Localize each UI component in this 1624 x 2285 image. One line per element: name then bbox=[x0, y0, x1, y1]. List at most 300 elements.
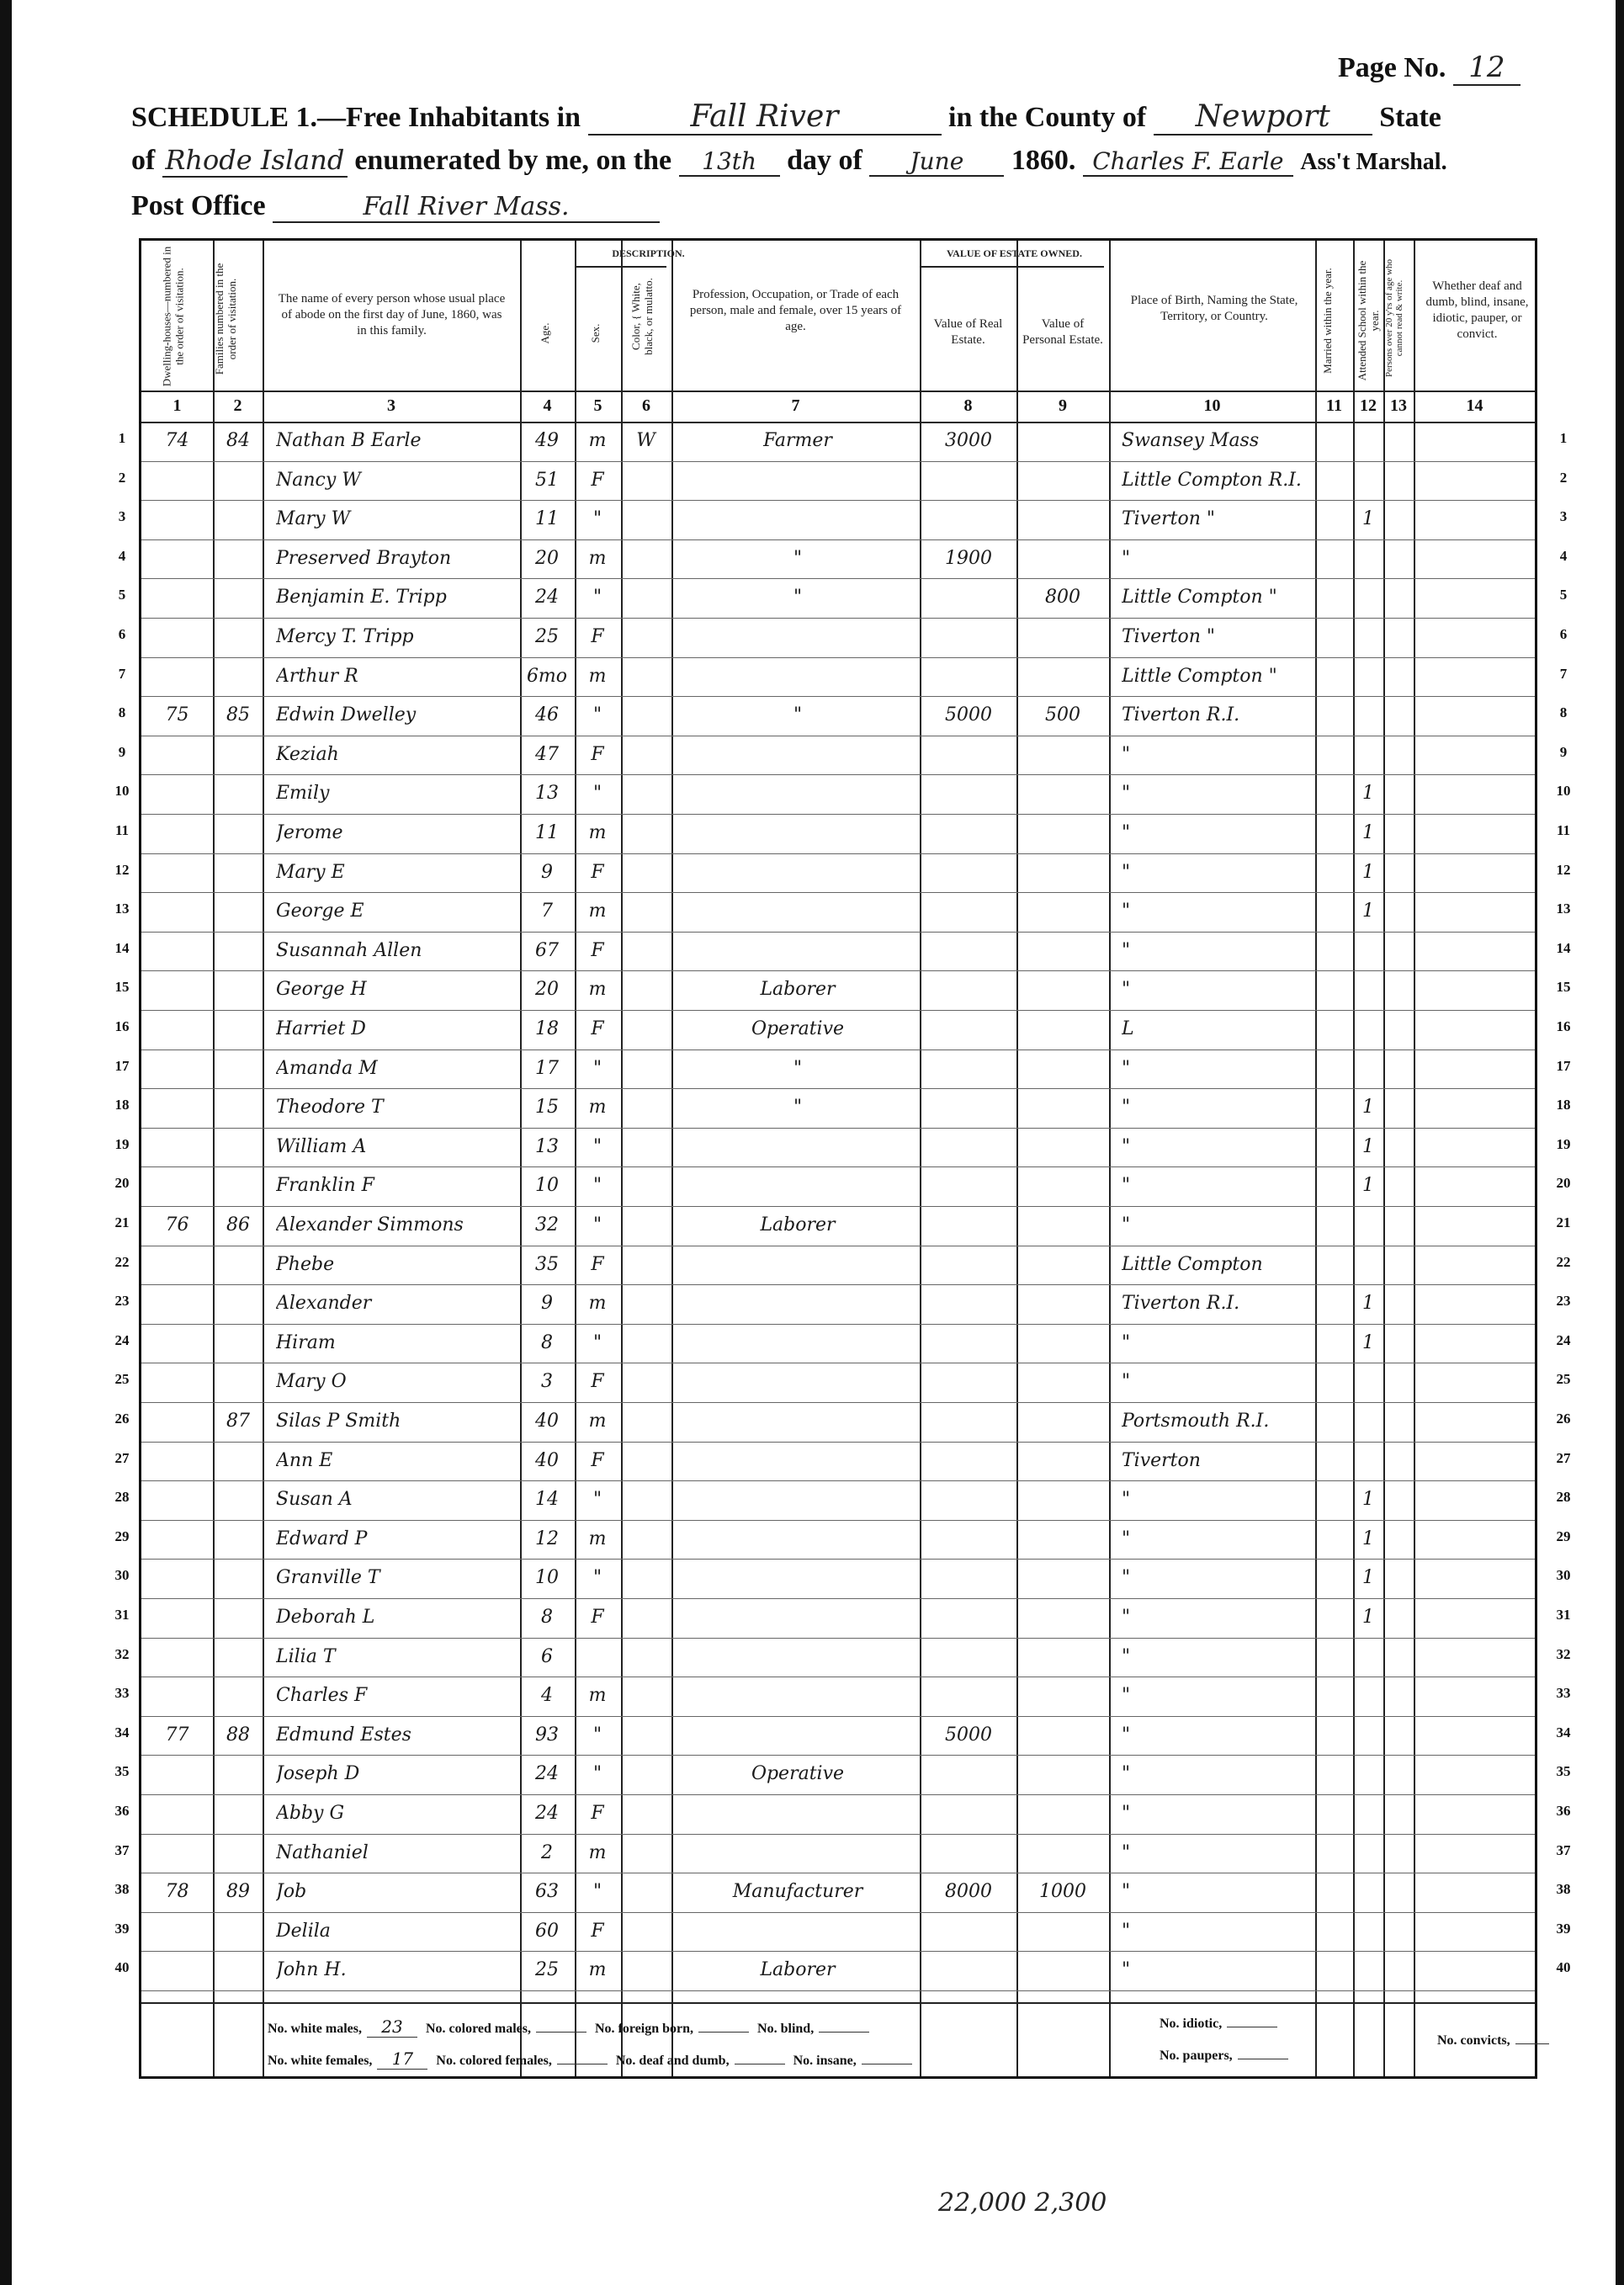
cell-age: 35 bbox=[535, 1253, 559, 1275]
cell-sex: F bbox=[591, 1920, 604, 1942]
cell-sex: " bbox=[592, 783, 602, 805]
cell-birth: " bbox=[1122, 861, 1131, 883]
cell-name: Silas P Smith bbox=[276, 1411, 401, 1432]
census-table bbox=[139, 238, 1537, 2079]
row-number: 20 bbox=[1556, 1175, 1571, 1192]
row-number: 38 bbox=[114, 1881, 130, 1898]
cell-sex: " bbox=[592, 508, 602, 530]
cell-age: 51 bbox=[535, 469, 559, 491]
cell-family: 89 bbox=[226, 1881, 250, 1903]
cell-age: 32 bbox=[535, 1214, 559, 1235]
table-row bbox=[141, 1206, 1535, 1246]
col-4-header: Age. bbox=[539, 322, 551, 344]
row-number: 18 bbox=[1556, 1097, 1571, 1113]
table-row bbox=[141, 814, 1535, 853]
row-number: 25 bbox=[1556, 1371, 1571, 1388]
row-number: 34 bbox=[1556, 1724, 1571, 1740]
row-number: 18 bbox=[114, 1097, 130, 1113]
col-13-header: Persons over 20 y'rs of age who cannot read & write. bbox=[1384, 258, 1404, 378]
cell-sex: m bbox=[588, 979, 607, 1001]
table-row bbox=[141, 1050, 1535, 1089]
col-2-header: Families numbered in the order of visitation. bbox=[213, 263, 238, 375]
cell-occupation: " bbox=[793, 547, 803, 569]
col-num-6: 6 bbox=[642, 396, 650, 415]
cell-sex: " bbox=[592, 704, 602, 726]
cell-birth: " bbox=[1122, 1567, 1131, 1589]
table-row bbox=[141, 1324, 1535, 1363]
table-row bbox=[141, 461, 1535, 501]
table-row bbox=[141, 970, 1535, 1010]
cell-name: Susan A bbox=[276, 1489, 353, 1511]
cell-sex: m bbox=[588, 430, 607, 451]
table-row bbox=[141, 1716, 1535, 1756]
row-number: 30 bbox=[114, 1567, 130, 1584]
right-page-edge bbox=[1616, 0, 1624, 2285]
cell-age: 10 bbox=[535, 1175, 559, 1197]
cell-age: 93 bbox=[535, 1724, 559, 1746]
row-number: 33 bbox=[1556, 1685, 1571, 1702]
cell-birth: " bbox=[1122, 743, 1131, 765]
col-num-9: 9 bbox=[1059, 396, 1067, 415]
row-number: 27 bbox=[1556, 1449, 1571, 1466]
col-num-14: 14 bbox=[1466, 396, 1483, 415]
header-line-1: SCHEDULE 1.—Free Inhabitants in Fall River in the County of Newport State bbox=[131, 99, 1441, 134]
cell-birth: " bbox=[1122, 1645, 1131, 1667]
cell-name: Arthur R bbox=[276, 665, 358, 687]
row-number: 32 bbox=[114, 1645, 130, 1662]
col-12-header: Attended School within the year. bbox=[1356, 260, 1381, 381]
cell-dwelling: 77 bbox=[165, 1724, 189, 1746]
row-number: 1 bbox=[118, 430, 126, 446]
row-number: 38 bbox=[1556, 1881, 1571, 1898]
row-number: 40 bbox=[114, 1959, 130, 1976]
cell-age: 60 bbox=[535, 1920, 559, 1942]
cell-occupation: Operative bbox=[751, 1763, 845, 1785]
cell-birth: L bbox=[1122, 1018, 1134, 1039]
cell-birth: Tiverton " bbox=[1122, 508, 1216, 530]
cell-sex: F bbox=[591, 1449, 604, 1471]
row-number: 31 bbox=[1556, 1607, 1571, 1623]
cell-birth: " bbox=[1122, 1920, 1131, 1942]
row-number: 24 bbox=[1556, 1331, 1571, 1348]
col-num-1: 1 bbox=[172, 396, 182, 415]
cell-name: Emily bbox=[276, 783, 330, 805]
table-row bbox=[141, 1520, 1535, 1560]
left-page-edge bbox=[0, 0, 12, 2285]
table-row bbox=[141, 1246, 1535, 1285]
header-line-3: Post Office Fall River Mass. bbox=[131, 190, 660, 223]
col-num-8: 8 bbox=[963, 396, 973, 415]
row-number: 30 bbox=[1556, 1567, 1571, 1584]
page-number: Page No. 12 bbox=[1338, 50, 1521, 86]
cell-age: 8 bbox=[541, 1331, 553, 1353]
cell-sex: m bbox=[588, 1293, 607, 1315]
table-row bbox=[141, 657, 1535, 697]
footer-top-line bbox=[141, 2002, 1535, 2004]
cell-sex: F bbox=[591, 1607, 604, 1628]
cell-school: 1 bbox=[1362, 901, 1374, 922]
row-number: 17 bbox=[114, 1057, 130, 1074]
cell-name: Preserved Brayton bbox=[276, 547, 452, 569]
cell-name: Nancy W bbox=[276, 469, 361, 491]
cell-birth: Tiverton " bbox=[1122, 626, 1216, 647]
cell-age: 24 bbox=[535, 587, 559, 608]
cell-birth: " bbox=[1122, 1959, 1131, 1981]
row-number: 10 bbox=[114, 783, 130, 800]
cell-birth: " bbox=[1122, 1489, 1131, 1511]
cell-sex: m bbox=[588, 1959, 607, 1981]
row-number: 3 bbox=[1559, 508, 1568, 525]
cell-sex: m bbox=[588, 1685, 607, 1707]
row-number: 10 bbox=[1556, 783, 1571, 800]
cell-school: 1 bbox=[1362, 1489, 1374, 1511]
cell-birth: " bbox=[1122, 783, 1131, 805]
col-14-header: Whether deaf and dumb, blind, insane, idiotic, pauper, or convict. bbox=[1425, 279, 1529, 341]
cell-sex: F bbox=[591, 939, 604, 961]
row-number: 13 bbox=[114, 901, 130, 917]
footer-convicts: No. convicts, bbox=[1437, 2033, 1554, 2049]
cell-school: 1 bbox=[1362, 1293, 1374, 1315]
row-number: 32 bbox=[1556, 1645, 1571, 1662]
cell-school: 1 bbox=[1362, 1607, 1374, 1628]
cell-name: Alexander bbox=[276, 1293, 372, 1315]
table-row bbox=[141, 892, 1535, 932]
cell-occupation: " bbox=[793, 1057, 803, 1079]
table-row bbox=[141, 1363, 1535, 1402]
row-number: 8 bbox=[1559, 704, 1568, 721]
header-line-2: of Rhode Island enumerated by me, on the 13th day of June 1860. Charles F. Earle Ass't Marshal. bbox=[131, 144, 1447, 176]
cell-birth: " bbox=[1122, 979, 1131, 1001]
cell-birth: Tiverton R.I. bbox=[1122, 704, 1240, 726]
cell-family: 84 bbox=[226, 430, 250, 451]
col-1-header: Dwelling-houses—numbered in the order of visitation. bbox=[160, 246, 186, 387]
row-number: 5 bbox=[118, 587, 126, 603]
cell-name: Lilia T bbox=[276, 1645, 336, 1667]
col-6-header: Color, { White, black, or mulatto. bbox=[629, 278, 655, 355]
row-number: 40 bbox=[1556, 1959, 1571, 1976]
header-bottom-line bbox=[141, 391, 1535, 392]
cell-age: 24 bbox=[535, 1763, 559, 1785]
cell-birth: " bbox=[1122, 1097, 1131, 1119]
cell-birth: " bbox=[1122, 1724, 1131, 1746]
col-num-4: 4 bbox=[543, 396, 552, 415]
cell-birth: Little Compton bbox=[1122, 1253, 1263, 1275]
footer-line-1: No. white males, 23 No. colored males, No. foreign born, No. blind, bbox=[268, 2017, 874, 2038]
cell-name: Edwin Dwelley bbox=[276, 704, 417, 726]
col-3-header: The name of every person whose usual place of abode on the first day of June, 1860, was in this family. bbox=[278, 292, 506, 337]
row-number: 9 bbox=[1559, 743, 1568, 760]
cell-sex: m bbox=[588, 1841, 607, 1863]
table-row bbox=[141, 1480, 1535, 1520]
description-group-line bbox=[575, 266, 666, 268]
row-number: 19 bbox=[1556, 1135, 1571, 1152]
cell-personal: 500 bbox=[1045, 704, 1080, 726]
cell-sex: " bbox=[592, 1763, 602, 1785]
cell-birth: " bbox=[1122, 1135, 1131, 1157]
cell-name: George H bbox=[276, 979, 367, 1001]
cell-age: 17 bbox=[535, 1057, 559, 1079]
cell-birth: " bbox=[1122, 1841, 1131, 1863]
col-5-header: Sex. bbox=[589, 323, 602, 343]
table-row bbox=[141, 932, 1535, 971]
cell-name: Mary W bbox=[276, 508, 351, 530]
row-number: 21 bbox=[1556, 1214, 1571, 1230]
cell-sex: m bbox=[588, 822, 607, 843]
cell-age: 10 bbox=[535, 1567, 559, 1589]
row-number: 11 bbox=[1556, 822, 1571, 838]
cell-age: 12 bbox=[535, 1528, 559, 1549]
cell-birth: " bbox=[1122, 901, 1131, 922]
cell-school: 1 bbox=[1362, 1331, 1374, 1353]
cell-sex: F bbox=[591, 626, 604, 647]
table-row bbox=[141, 1128, 1535, 1167]
cell-name: Delila bbox=[276, 1920, 331, 1942]
cell-sex: F bbox=[591, 1803, 604, 1824]
cell-sex: F bbox=[591, 1253, 604, 1275]
row-number: 39 bbox=[114, 1920, 130, 1937]
cell-birth: " bbox=[1122, 1881, 1131, 1903]
cell-name: Mary O bbox=[276, 1371, 347, 1393]
row-number: 36 bbox=[114, 1803, 130, 1819]
col-10-header: Place of Birth, Naming the State, Territory, or Country. bbox=[1130, 294, 1298, 323]
cell-sex: " bbox=[592, 1881, 602, 1903]
cell-sex: " bbox=[592, 1175, 602, 1197]
row-number: 3 bbox=[118, 508, 126, 525]
row-number: 14 bbox=[114, 939, 130, 956]
table-row bbox=[141, 696, 1535, 736]
cell-name: Alexander Simmons bbox=[276, 1214, 464, 1235]
cell-age: 40 bbox=[535, 1449, 559, 1471]
cell-birth: " bbox=[1122, 1057, 1131, 1079]
cell-dwelling: 76 bbox=[165, 1214, 189, 1235]
cell-name: Edmund Estes bbox=[276, 1724, 411, 1746]
row-number: 16 bbox=[114, 1018, 130, 1034]
cell-family: 87 bbox=[226, 1411, 250, 1432]
row-number: 23 bbox=[1556, 1293, 1571, 1310]
row-number: 33 bbox=[114, 1685, 130, 1702]
cell-real: 8000 bbox=[945, 1881, 992, 1903]
row-number: 25 bbox=[114, 1371, 130, 1388]
cell-age: 6 bbox=[541, 1645, 553, 1667]
table-row bbox=[141, 1834, 1535, 1873]
cell-name: Job bbox=[276, 1881, 307, 1903]
cell-sex: m bbox=[588, 901, 607, 922]
table-row bbox=[141, 1912, 1535, 1952]
cell-name: Harriet D bbox=[276, 1018, 366, 1039]
row-number: 15 bbox=[114, 979, 130, 996]
table-row bbox=[141, 853, 1535, 893]
cell-name: Charles F bbox=[276, 1685, 368, 1707]
table-row bbox=[141, 1755, 1535, 1794]
row-number: 8 bbox=[118, 704, 126, 721]
cell-birth: " bbox=[1122, 939, 1131, 961]
cell-personal: 800 bbox=[1045, 587, 1080, 608]
cell-birth: " bbox=[1122, 1528, 1131, 1549]
cell-sex: F bbox=[591, 743, 604, 765]
cell-school: 1 bbox=[1362, 1135, 1374, 1157]
cell-name: Franklin F bbox=[276, 1175, 374, 1197]
row-number: 29 bbox=[114, 1528, 130, 1544]
table-row bbox=[141, 1402, 1535, 1442]
cell-name: William A bbox=[276, 1135, 367, 1157]
row-number: 35 bbox=[114, 1763, 130, 1780]
row-number: 1 bbox=[1559, 430, 1568, 446]
row-number: 11 bbox=[114, 822, 130, 838]
description-group-header: DESCRIPTION. bbox=[612, 247, 685, 259]
row-number: 35 bbox=[1556, 1763, 1571, 1780]
cell-real: 5000 bbox=[945, 704, 992, 726]
cell-birth: Little Compton " bbox=[1122, 587, 1277, 608]
cell-school: 1 bbox=[1362, 822, 1374, 843]
cell-sex: m bbox=[588, 1097, 607, 1119]
cell-family: 86 bbox=[226, 1214, 250, 1235]
cell-age: 9 bbox=[541, 1293, 553, 1315]
row-number: 28 bbox=[114, 1489, 130, 1506]
cell-name: Joseph D bbox=[276, 1763, 360, 1785]
cell-birth: Swansey Mass bbox=[1122, 430, 1260, 451]
row-number: 34 bbox=[114, 1724, 130, 1740]
cell-name: Hiram bbox=[276, 1331, 336, 1353]
col-num-5: 5 bbox=[593, 396, 602, 415]
table-row bbox=[141, 1794, 1535, 1834]
cell-birth: " bbox=[1122, 1763, 1131, 1785]
table-row bbox=[141, 1010, 1535, 1050]
cell-name: Abby G bbox=[276, 1803, 345, 1824]
cell-age: 47 bbox=[535, 743, 559, 765]
cell-sex: " bbox=[592, 1724, 602, 1746]
cell-real: 5000 bbox=[945, 1724, 992, 1746]
cell-sex: " bbox=[592, 1057, 602, 1079]
cell-sex: m bbox=[588, 1528, 607, 1549]
cell-real: 1900 bbox=[945, 547, 992, 569]
cell-family: 85 bbox=[226, 704, 250, 726]
row-number: 27 bbox=[114, 1449, 130, 1466]
row-number: 13 bbox=[1556, 901, 1571, 917]
col-num-2: 2 bbox=[233, 396, 242, 415]
cell-birth: " bbox=[1122, 1214, 1131, 1235]
cell-birth: " bbox=[1122, 1331, 1131, 1353]
cell-name: Ann E bbox=[276, 1449, 333, 1471]
cell-age: 2 bbox=[541, 1841, 553, 1863]
cell-sex: m bbox=[588, 547, 607, 569]
table-row bbox=[141, 500, 1535, 539]
cell-age: 40 bbox=[535, 1411, 559, 1432]
cell-birth: " bbox=[1122, 1685, 1131, 1707]
table-row bbox=[141, 1951, 1535, 1990]
row-number: 7 bbox=[1559, 665, 1568, 682]
cell-name: Susannah Allen bbox=[276, 939, 422, 961]
row-number: 24 bbox=[114, 1331, 130, 1348]
table-row bbox=[141, 774, 1535, 814]
col-num-13: 13 bbox=[1390, 396, 1407, 415]
cell-sex: " bbox=[592, 1135, 602, 1157]
table-row bbox=[141, 539, 1535, 579]
cell-school: 1 bbox=[1362, 508, 1374, 530]
table-row bbox=[141, 1638, 1535, 1677]
cell-sex: m bbox=[588, 1411, 607, 1432]
table-row bbox=[141, 578, 1535, 618]
table-row bbox=[141, 1873, 1535, 1912]
cell-name: Keziah bbox=[276, 743, 339, 765]
cell-age: 18 bbox=[535, 1018, 559, 1039]
cell-family: 88 bbox=[226, 1724, 250, 1746]
cell-name: Amanda M bbox=[276, 1057, 378, 1079]
table-row bbox=[141, 1088, 1535, 1128]
row-number: 23 bbox=[114, 1293, 130, 1310]
row-number: 37 bbox=[114, 1841, 130, 1858]
cell-birth: " bbox=[1122, 822, 1131, 843]
cell-occupation: Laborer bbox=[760, 979, 836, 1001]
cell-personal: 1000 bbox=[1039, 1881, 1086, 1903]
table-row bbox=[141, 1559, 1535, 1598]
row-number: 20 bbox=[114, 1175, 130, 1192]
cell-school: 1 bbox=[1362, 1567, 1374, 1589]
cell-age: 25 bbox=[535, 626, 559, 647]
row-number: 19 bbox=[114, 1135, 130, 1152]
cell-age: 13 bbox=[535, 1135, 559, 1157]
row-number: 22 bbox=[1556, 1253, 1571, 1270]
cell-sex: F bbox=[591, 861, 604, 883]
cell-school: 1 bbox=[1362, 1175, 1374, 1197]
table-row bbox=[141, 1598, 1535, 1638]
cell-age: 49 bbox=[535, 430, 559, 451]
cell-age: 67 bbox=[535, 939, 559, 961]
cell-age: 3 bbox=[541, 1371, 553, 1393]
row-number: 5 bbox=[1559, 587, 1568, 603]
cell-name: Granville T bbox=[276, 1567, 380, 1589]
cell-birth: Tiverton bbox=[1122, 1449, 1201, 1471]
row-number: 2 bbox=[1559, 469, 1568, 486]
cell-age: 25 bbox=[535, 1959, 559, 1981]
cell-age: 13 bbox=[535, 783, 559, 805]
cell-occupation: Manufacturer bbox=[732, 1881, 863, 1903]
cell-age: 9 bbox=[541, 861, 553, 883]
cell-age: 11 bbox=[535, 508, 559, 530]
row-number: 21 bbox=[114, 1214, 130, 1230]
cell-school: 1 bbox=[1362, 861, 1374, 883]
row-number: 37 bbox=[1556, 1841, 1571, 1858]
row-number: 2 bbox=[118, 469, 126, 486]
row-number: 12 bbox=[1556, 861, 1571, 878]
cell-sex: " bbox=[592, 1489, 602, 1511]
cell-name: Theodore T bbox=[276, 1097, 384, 1119]
cell-name: Mary E bbox=[276, 861, 345, 883]
cell-sex: m bbox=[588, 665, 607, 687]
cell-age: 6mo bbox=[526, 665, 568, 687]
cell-name: Nathan B Earle bbox=[276, 430, 422, 451]
cell-name: George E bbox=[276, 901, 364, 922]
row-number: 28 bbox=[1556, 1489, 1571, 1506]
estate-group-line bbox=[920, 266, 1104, 268]
cell-birth: " bbox=[1122, 547, 1131, 569]
cell-color: W bbox=[636, 430, 655, 451]
cell-age: 8 bbox=[541, 1607, 553, 1628]
col-7-header: Profession, Occupation, or Trade of each person, male and female, over 15 years of age. bbox=[689, 288, 902, 333]
table-row bbox=[141, 1166, 1535, 1206]
col-8-header: Value of Real Estate. bbox=[933, 317, 1003, 347]
cell-school: 1 bbox=[1362, 1528, 1374, 1549]
cell-sex: F bbox=[591, 1018, 604, 1039]
cell-age: 63 bbox=[535, 1881, 559, 1903]
cell-dwelling: 74 bbox=[165, 430, 189, 451]
cell-birth: " bbox=[1122, 1175, 1131, 1197]
table-row bbox=[141, 1284, 1535, 1324]
row-number: 16 bbox=[1556, 1018, 1571, 1034]
cell-occupation: Laborer bbox=[760, 1959, 836, 1981]
col-11-header: Married within the year. bbox=[1321, 268, 1334, 374]
cell-name: Benjamin E. Tripp bbox=[276, 587, 447, 608]
cell-name: John H. bbox=[276, 1959, 347, 1981]
